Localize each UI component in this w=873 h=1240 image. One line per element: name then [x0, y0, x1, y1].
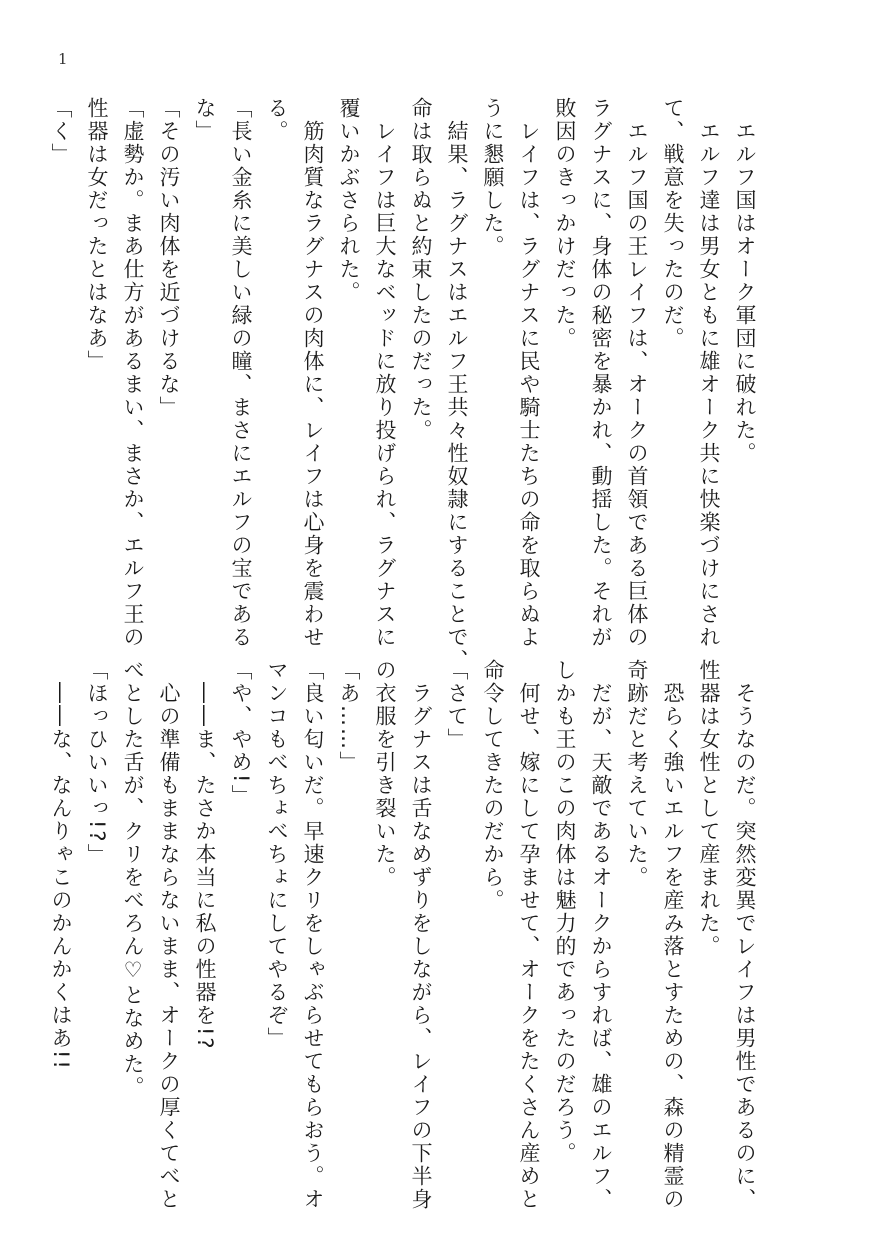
page-number: 1 [58, 50, 68, 68]
text-line: 敗因のきっかけだった。 [553, 97, 577, 350]
text-line: 「良い匂いだ。早速クリをしゃぶらせてもらおう。オ [301, 659, 325, 1211]
text-line: 「さて」 [445, 659, 469, 751]
text-line: 心の準備もままならないまま、オークの厚くてべと [157, 659, 181, 1211]
text-line: 「虚勢か。まあ仕方があるまい、まさか、エルフ王の [121, 97, 145, 649]
text-line: ――ま、たさか本当に私の性器を!? [193, 659, 217, 1051]
text-line: だが、天敵であるオークからすれば、雄のエルフ、 [589, 659, 613, 1211]
text-line: 「あ……」 [337, 659, 361, 774]
text-line: レイフは、ラグナスに民や騎士たちの命を取らぬよ [517, 97, 541, 649]
text-block-bottom [49, 659, 763, 1211]
text-line: 「や、やめ!」 [229, 659, 253, 808]
text-line: 恐らく強いエルフを産み落とすための、森の精霊の [661, 659, 685, 1211]
text-line: べとした舌が、クリをべろん♡となめた。 [121, 659, 145, 1099]
text-line: 筋肉質なラグナスの肉体に、レイフは心身を震わせ [301, 97, 325, 649]
text-line: 性器は女性として産まれた。 [697, 659, 721, 958]
text-line: ――な、なんりゃこのかんかくはあ!! [49, 659, 73, 1071]
text-line: ラグナスは舌なめずりをしながら、レイフの下半身 [409, 659, 433, 1211]
text-line: 「長い金糸に美しい緑の瞳、まさにエルフの宝である [229, 97, 253, 649]
text-line: 「く」 [49, 97, 73, 166]
text-line: しかも王のこの肉体は魅力的であったのだろう。 [553, 659, 577, 1165]
text-line: 性器は女だったとはなあ」 [85, 97, 109, 373]
text-line: そうなのだ。突然変異でレイフは男性であるのに、 [733, 659, 757, 1211]
text-line: る。 [265, 97, 289, 143]
text-line: エルフ達は男女ともに雄オーク共に快楽づけにされ [697, 97, 721, 649]
text-line: ラグナスに、身体の秘密を暴かれ、動揺した。それが [589, 97, 613, 649]
text-line: 覆いかぶさられた。 [337, 97, 361, 304]
text-line: エルフ国はオーク軍団に破れた。 [733, 97, 757, 465]
text-line: 何せ、嫁にして孕ませて、オークをたくさん産めと [517, 659, 541, 1211]
text-line: 結果、ラグナスはエルフ王共々性奴隷にすることで、 [445, 97, 469, 672]
text-line: うに懇願した。 [481, 97, 505, 258]
text-block-top [49, 97, 763, 672]
text-line: マンコもべちょべちょにしてやるぞ」 [265, 659, 289, 1050]
text-line: な」 [193, 97, 217, 143]
text-line: 命は取らぬと約束したのだった。 [409, 97, 433, 442]
text-line: の衣服を引き裂いた。 [373, 659, 397, 889]
text-line: 奇跡だと考えていた。 [625, 659, 649, 889]
text-line: エルフ国の王レイフは、オークの首領である巨体の [625, 97, 649, 649]
text-line: 「ほっひいいっ!?」 [85, 659, 109, 867]
text-line: て、戦意を失ったのだ。 [661, 97, 685, 350]
text-line: 命令してきたのだから。 [481, 659, 505, 912]
text-line: 「その汚い肉体を近づけるな」 [157, 97, 181, 419]
text-line: レイフは巨大なベッドに放り投げられ、ラグナスに [373, 97, 397, 649]
